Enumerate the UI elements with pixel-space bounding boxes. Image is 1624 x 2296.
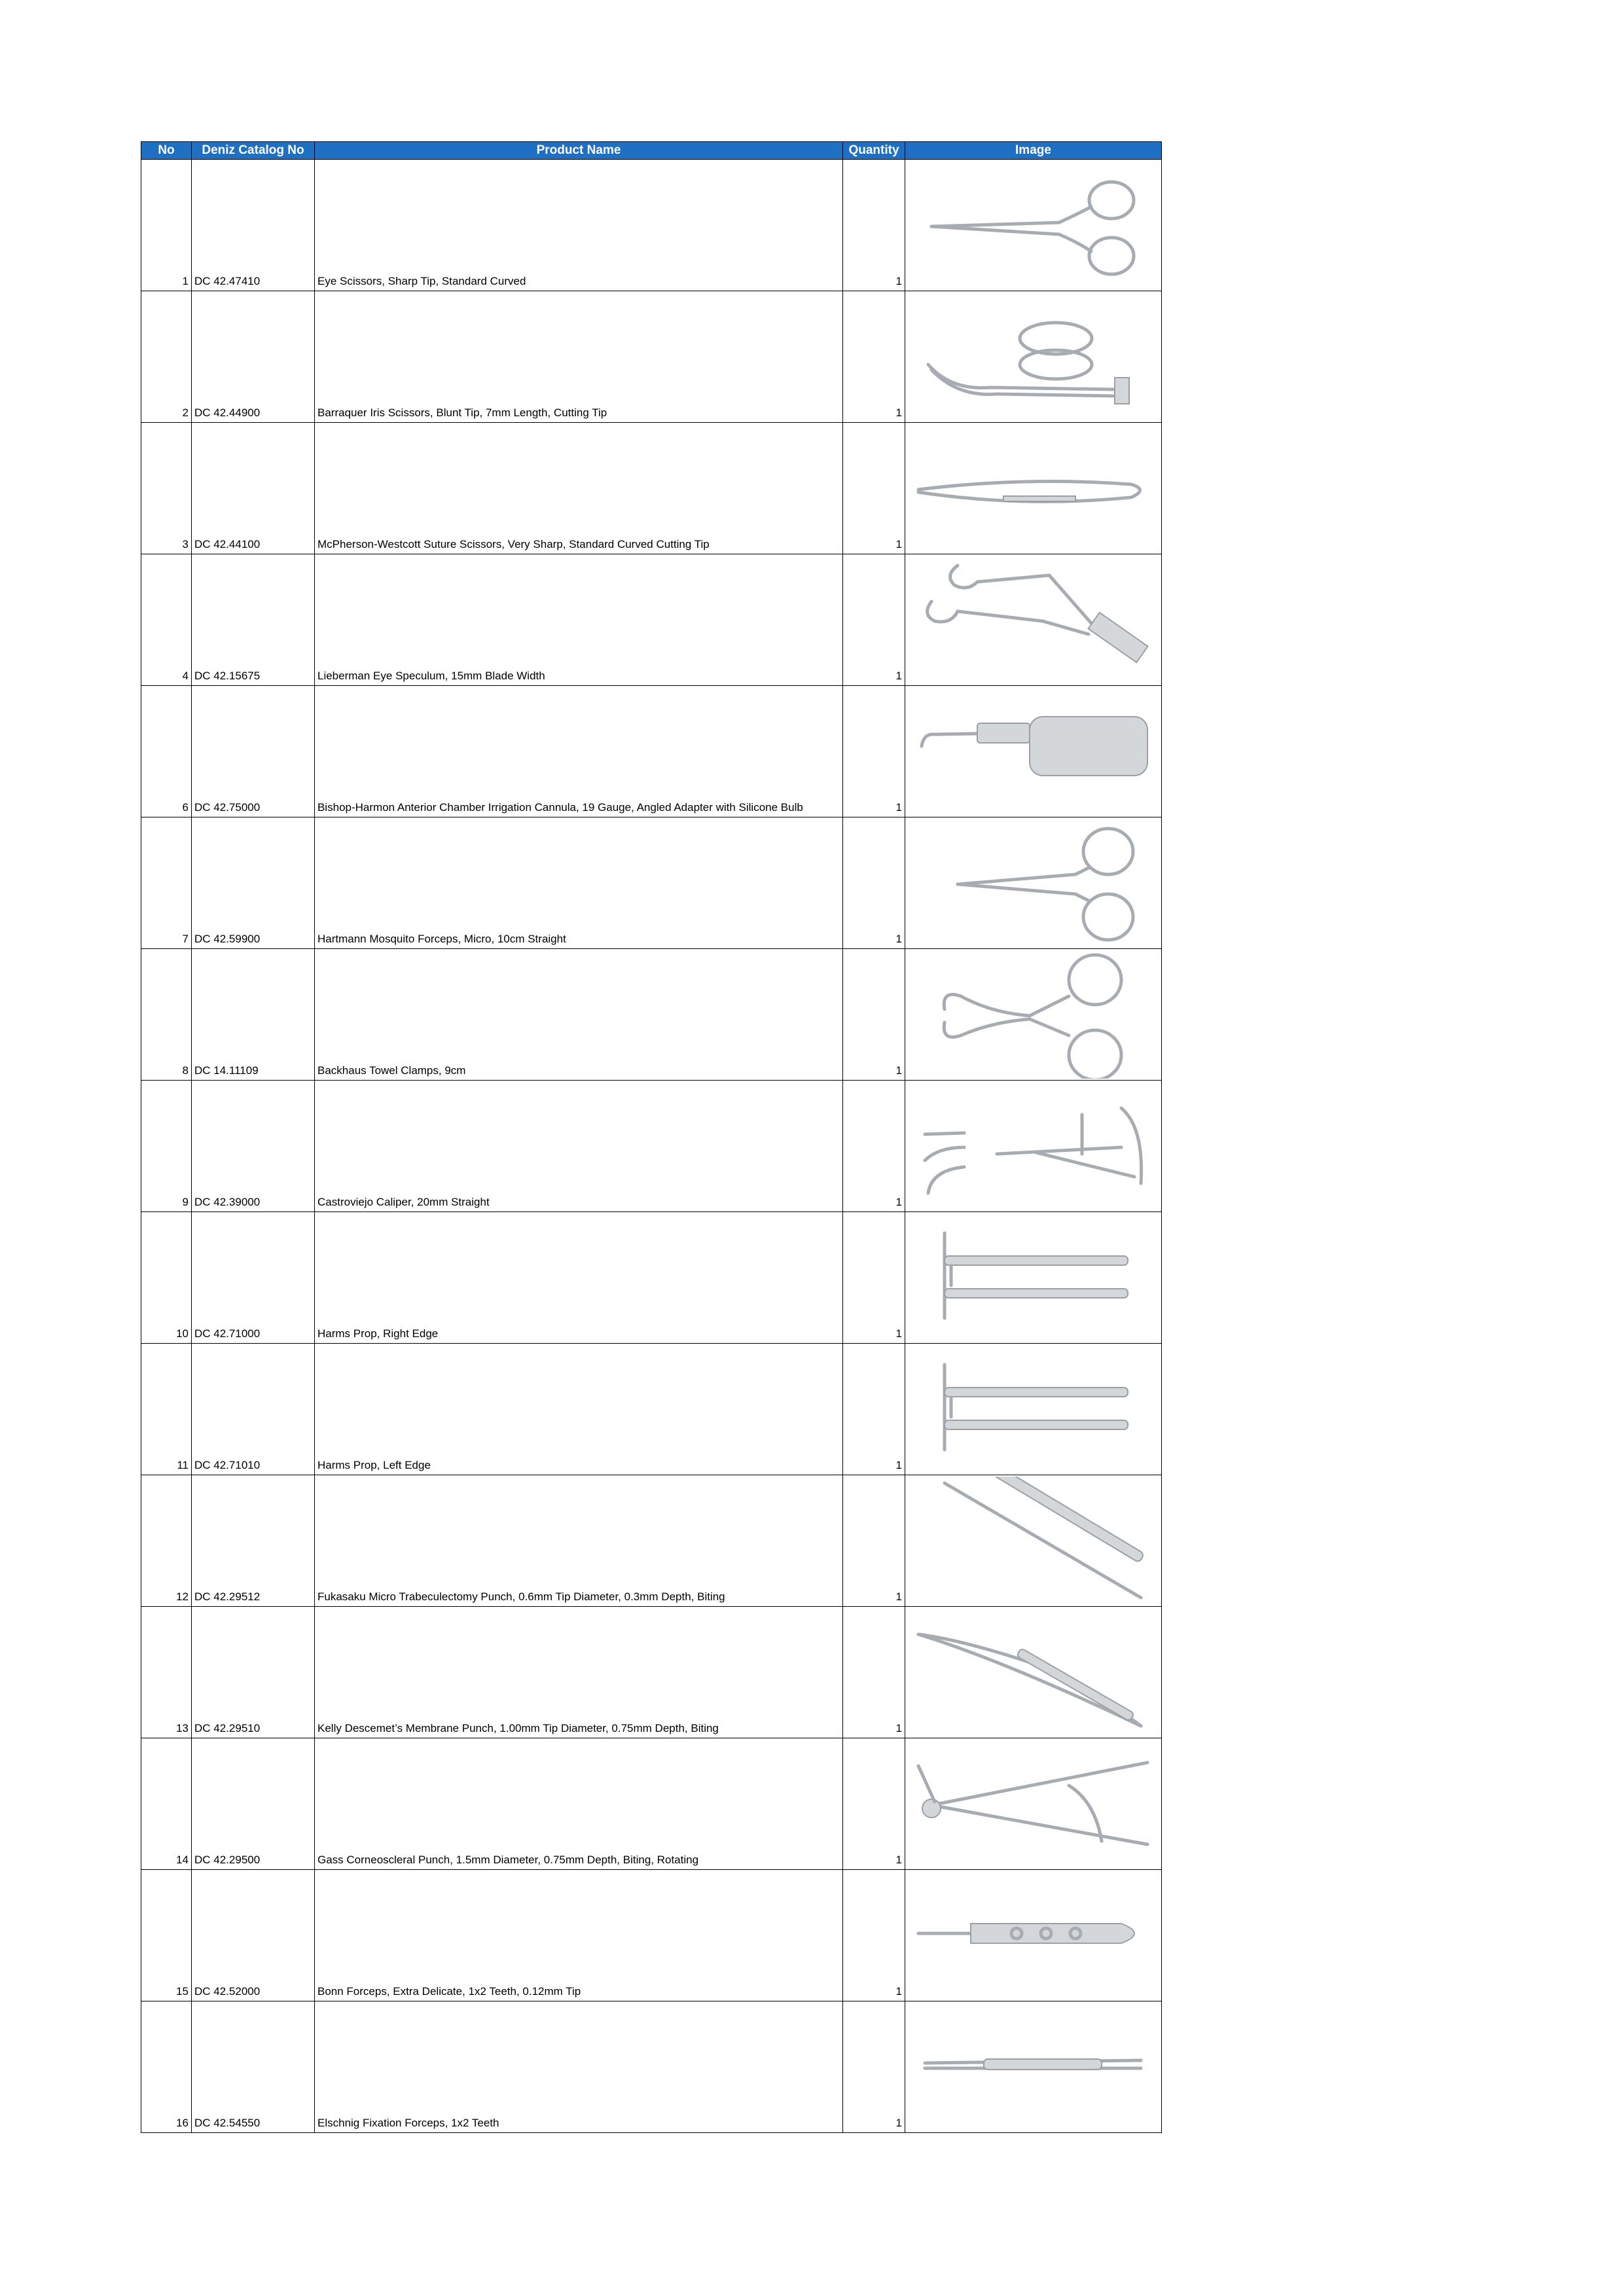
row-no: 4 (141, 554, 192, 686)
row-product-name: Hartmann Mosquito Forceps, Micro, 10cm Straight (315, 817, 843, 949)
row-catalog-no: DC 42.52000 (192, 1870, 315, 2001)
cannula-bulb-icon (905, 687, 1161, 816)
row-no: 3 (141, 423, 192, 554)
row-product-name: Bishop-Harmon Anterior Chamber Irrigation Cannula, 19 Gauge, Angled Adapter with Silicone Bulb (315, 686, 843, 817)
row-image (905, 686, 1162, 817)
row-image (905, 1607, 1162, 1738)
row-catalog-no: DC 42.44100 (192, 423, 315, 554)
row-catalog-no: DC 42.59900 (192, 817, 315, 949)
table-row (141, 2001, 1162, 2133)
row-image (905, 1212, 1162, 1344)
row-quantity: 1 (843, 160, 905, 291)
row-product-name: Lieberman Eye Speculum, 15mm Blade Width (315, 554, 843, 686)
header-product: Product Name (315, 142, 843, 160)
scissors-icon (905, 161, 1161, 289)
header-catalog: Deniz Catalog No (192, 142, 315, 160)
row-quantity: 1 (843, 1081, 905, 1212)
iris-scissors-icon (905, 293, 1161, 421)
row-no: 11 (141, 1344, 192, 1475)
row-product-name: Barraquer Iris Scissors, Blunt Tip, 7mm Length, Cutting Tip (315, 291, 843, 423)
row-no: 15 (141, 1870, 192, 2001)
fixation-forceps-icon (905, 2003, 1161, 2131)
row-image (905, 1475, 1162, 1607)
table-row (141, 1212, 1162, 1344)
row-image (905, 1081, 1162, 1212)
row-no: 6 (141, 686, 192, 817)
corneoscleral-punch-icon (905, 1740, 1161, 1868)
row-quantity: 1 (843, 686, 905, 817)
row-catalog-no: DC 42.54550 (192, 2001, 315, 2133)
table-row (141, 1081, 1162, 1212)
table-row (141, 949, 1162, 1081)
micro-punch-icon (905, 1477, 1161, 1605)
row-product-name: McPherson-Westcott Suture Scissors, Very Sharp, Standard Curved Cutting Tip (315, 423, 843, 554)
row-product-name: Eye Scissors, Sharp Tip, Standard Curved (315, 160, 843, 291)
row-image (905, 554, 1162, 686)
bonn-forceps-icon (905, 1871, 1161, 2000)
row-image (905, 2001, 1162, 2133)
row-quantity: 1 (843, 1212, 905, 1344)
mosquito-forceps-icon (905, 819, 1161, 947)
row-image (905, 423, 1162, 554)
prop-icon (905, 1345, 1161, 1473)
row-image (905, 1870, 1162, 2001)
row-image (905, 1344, 1162, 1475)
row-quantity: 1 (843, 1870, 905, 2001)
row-quantity: 1 (843, 1344, 905, 1475)
caliper-icon (905, 1082, 1161, 1210)
row-product-name: Bonn Forceps, Extra Delicate, 1x2 Teeth, 0.12mm Tip (315, 1870, 843, 2001)
header-image: Image (905, 142, 1162, 160)
row-product-name: Backhaus Towel Clamps, 9cm (315, 949, 843, 1081)
row-quantity: 1 (843, 1475, 905, 1607)
table-row (141, 686, 1162, 817)
row-quantity: 1 (843, 949, 905, 1081)
table-row (141, 1475, 1162, 1607)
table-row (141, 554, 1162, 686)
row-catalog-no: DC 14.11109 (192, 949, 315, 1081)
row-product-name: Elschnig Fixation Forceps, 1x2 Teeth (315, 2001, 843, 2133)
table-row (141, 817, 1162, 949)
row-image (905, 291, 1162, 423)
row-image (905, 1738, 1162, 1870)
row-catalog-no: DC 42.15675 (192, 554, 315, 686)
row-no: 16 (141, 2001, 192, 2133)
header-no: No (141, 142, 192, 160)
instrument-table (141, 141, 1162, 2133)
row-product-name: Fukasaku Micro Trabeculectomy Punch, 0.6mm Tip Diameter, 0.3mm Depth, Biting (315, 1475, 843, 1607)
table-row (141, 423, 1162, 554)
table-row (141, 1344, 1162, 1475)
header-quantity: Quantity (843, 142, 905, 160)
row-quantity: 1 (843, 2001, 905, 2133)
row-quantity: 1 (843, 1738, 905, 1870)
row-catalog-no: DC 42.29510 (192, 1607, 315, 1738)
row-no: 2 (141, 291, 192, 423)
row-no: 1 (141, 160, 192, 291)
spring-scissors-icon (905, 424, 1161, 552)
row-product-name: Harms Prop, Left Edge (315, 1344, 843, 1475)
row-no: 14 (141, 1738, 192, 1870)
row-no: 10 (141, 1212, 192, 1344)
row-no: 13 (141, 1607, 192, 1738)
row-no: 9 (141, 1081, 192, 1212)
row-no: 12 (141, 1475, 192, 1607)
table-row (141, 291, 1162, 423)
row-product-name: Castroviejo Caliper, 20mm Straight (315, 1081, 843, 1212)
row-image (905, 817, 1162, 949)
table-row (141, 160, 1162, 291)
row-image (905, 160, 1162, 291)
row-quantity: 1 (843, 554, 905, 686)
row-catalog-no: DC 42.75000 (192, 686, 315, 817)
row-quantity: 1 (843, 817, 905, 949)
row-no: 8 (141, 949, 192, 1081)
row-product-name: Harms Prop, Right Edge (315, 1212, 843, 1344)
row-quantity: 1 (843, 423, 905, 554)
row-product-name: Kelly Descemet’s Membrane Punch, 1.00mm Tip Diameter, 0.75mm Depth, Biting (315, 1607, 843, 1738)
row-catalog-no: DC 42.29500 (192, 1738, 315, 1870)
row-product-name: Gass Corneoscleral Punch, 1.5mm Diameter, 0.75mm Depth, Biting, Rotating (315, 1738, 843, 1870)
row-catalog-no: DC 42.39000 (192, 1081, 315, 1212)
row-catalog-no: DC 42.29512 (192, 1475, 315, 1607)
row-catalog-no: DC 42.47410 (192, 160, 315, 291)
table-row (141, 1738, 1162, 1870)
row-catalog-no: DC 42.71010 (192, 1344, 315, 1475)
row-quantity: 1 (843, 291, 905, 423)
membrane-punch-icon (905, 1608, 1161, 1736)
row-catalog-no: DC 42.44900 (192, 291, 315, 423)
row-quantity: 1 (843, 1607, 905, 1738)
prop-icon (905, 1213, 1161, 1342)
towel-clamp-icon (905, 950, 1161, 1079)
speculum-icon (905, 556, 1161, 684)
row-no: 7 (141, 817, 192, 949)
row-image (905, 949, 1162, 1081)
table-row (141, 1607, 1162, 1738)
row-catalog-no: DC 42.71000 (192, 1212, 315, 1344)
table-row (141, 1870, 1162, 2001)
table-header-row (141, 142, 1162, 160)
